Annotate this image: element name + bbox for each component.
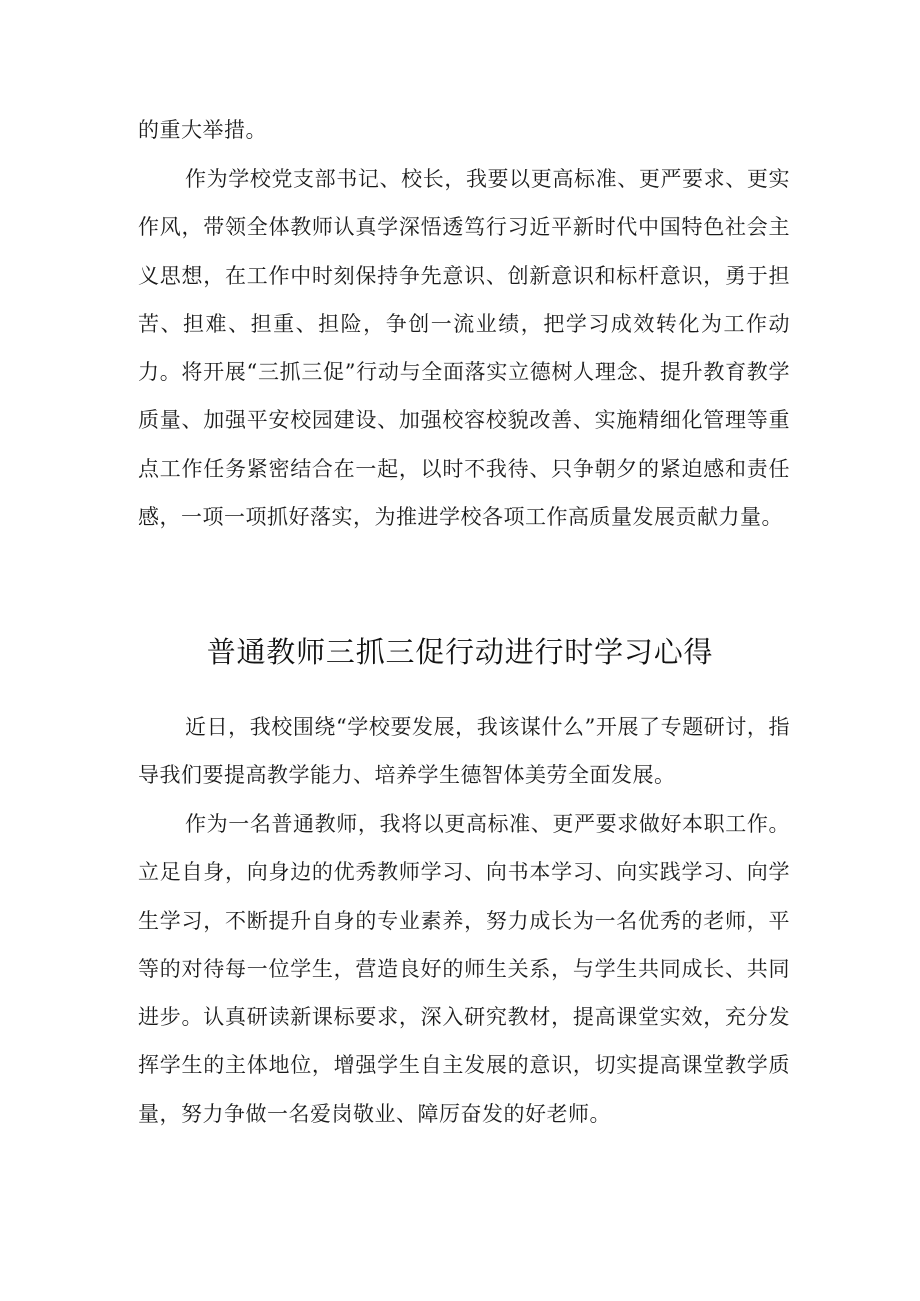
paragraph-intro: 近日，我校围绕“学校要发展，我该谋什么”开展了专题研讨，指导我们要提高教学能力、培养学生德智体美劳全面发展。: [138, 715, 790, 788]
paragraph-continuation: 的重大举措。: [138, 118, 267, 142]
section-title: 普通教师三抓三促行动进行时学习心得: [206, 635, 714, 669]
paragraph-principal-commitment: 作为学校党支部书记、校长，我要以更高标准、更严要求、更实作风，带领全体教师认真学深悟透笃行习近平新时代中国特色社会主义思想，在工作中时刻保持争先意识、创新意识和标杆意识，勇于担苦、担难、担重、担险，争创一流业绩，把学习成效转化为工作动力。将开展“三抓三促”行动与全面落实立德树人理念、提升教育教学质量、加强平安校园建设、加强校容校貌改善、实施精细化管理等重点工作任务紧密结合在一起，以时不我待、只争朝夕的紧迫感和责任感，一项一项抓好落实，为推进学校各项工作高质量发展贡献力量。: [138, 167, 790, 530]
paragraph-teacher-commitment: 作为一名普通教师，我将以更高标准、更严要求做好本职工作。立足自身，向身边的优秀教师学习、向书本学习、向实践学习、向学生学习，不断提升自身的专业素养，努力成长为一名优秀的老师，平等的对待每一位学生，营造良好的师生关系，与学生共同成长、共同进步。认真研读新课标要求，深入研究教材，提高课堂实效，充分发挥学生的主体地位，增强学生自主发展的意识，切实提高课堂教学质量，努力争做一名爱岗敬业、障厉奋发的好老师。: [138, 812, 790, 1126]
